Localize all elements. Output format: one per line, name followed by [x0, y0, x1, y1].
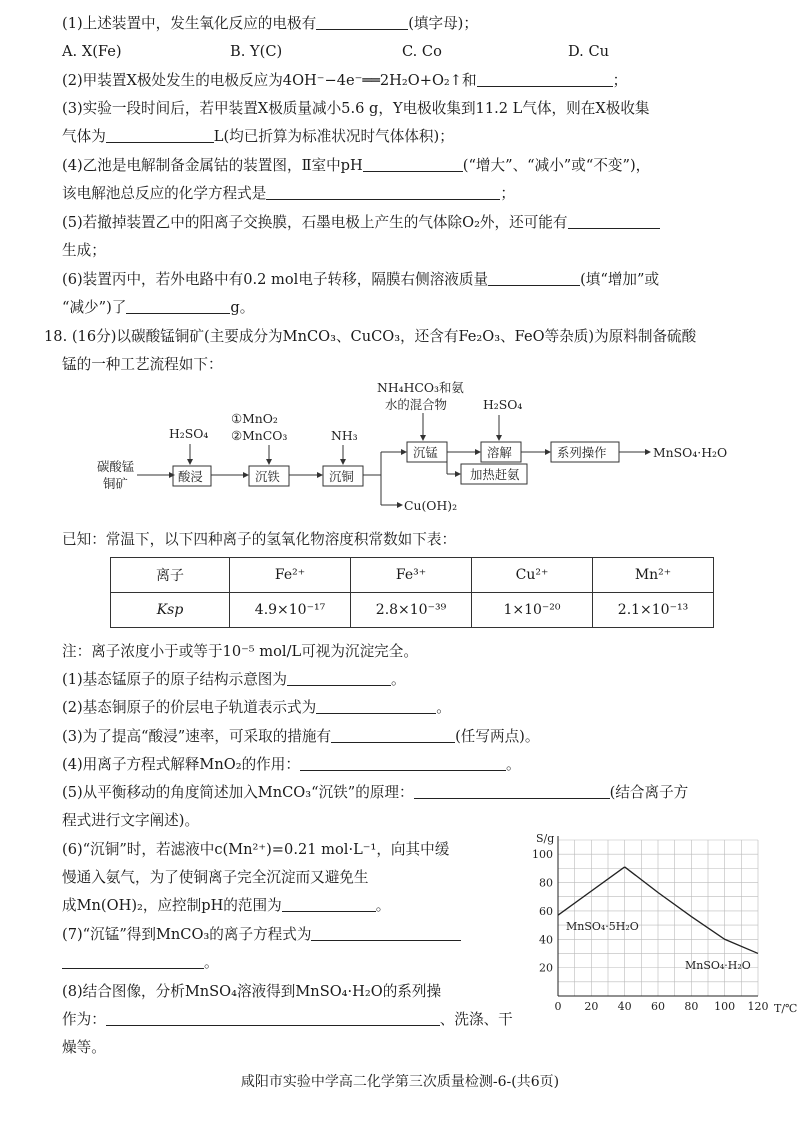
answer-blank[interactable]	[266, 184, 500, 200]
arrow-head	[397, 502, 403, 508]
y-tick-label: 40	[539, 933, 553, 947]
q18-intro-line1: 18. (16分)以碳酸锰铜矿(主要成分为MnCO₃、CuCO₃，还含有Fe₂O₃、FeO等杂质)为原料制备硫酸	[44, 328, 697, 345]
table-cell: 离子	[111, 558, 230, 593]
answer-blank[interactable]	[331, 727, 455, 743]
byproduct-label: Cu(OH)₂	[404, 498, 458, 513]
answer-blank[interactable]	[568, 213, 660, 229]
answer-blank[interactable]	[311, 925, 461, 941]
series-label-pentahydrate: MnSO₄·5H₂O	[566, 920, 639, 933]
reagent-label: ②MnCO₃	[231, 428, 288, 443]
arrow-head	[243, 472, 249, 478]
table-cell: 2.1×10⁻¹³	[593, 593, 714, 628]
y-tick-label: 80	[539, 876, 553, 890]
option-a: A. X(Fe)	[62, 43, 122, 60]
q17-part2: (2)甲装置X极处发生的电极反应为4OH⁻−4e⁻══2H₂O+O₂↑和 ；	[62, 72, 628, 89]
product-label: MnSO₄·H₂O	[653, 445, 728, 460]
reagent-label: H₂SO₄	[169, 426, 209, 441]
answer-blank[interactable]	[414, 783, 610, 799]
table-row	[111, 593, 714, 628]
y-axis-label: S/g	[536, 832, 555, 845]
raw-material-label: 碳酸锰	[97, 459, 135, 474]
arrow-head	[317, 472, 323, 478]
arrow-head	[420, 435, 426, 441]
reagent-label: H₂SO₄	[483, 397, 523, 412]
answer-blank[interactable]	[287, 670, 391, 686]
q17-part4-line1: (4)乙池是电解制备金属钴的装置图，Ⅱ室中pH (“增大”、“减小”或“不变”)，	[62, 157, 651, 174]
x-tick-label: 60	[651, 1000, 665, 1013]
reagent-label: ①MnO₂	[231, 411, 278, 426]
q18-sub5-line2: 程式进行文字阐述)。	[62, 812, 200, 829]
chart-grid	[558, 840, 758, 996]
q17-part5-line2: 生成；	[62, 242, 106, 259]
q17-part4-line2: 该电解池总反应的化学方程式是 ；	[62, 185, 515, 202]
table-cell: 1×10⁻²⁰	[472, 593, 593, 628]
answer-blank[interactable]	[316, 14, 408, 30]
q18-sub8-line1: (8)结合图像，分析MnSO₄溶液得到MnSO₄·H₂O的系列操	[62, 983, 442, 1000]
page-footer: 咸阳市实验中学高二化学第三次质量检测-6-(共6页)	[240, 1074, 560, 1090]
y-tick-label: 100	[532, 848, 553, 862]
table-cell: Ksp	[111, 593, 230, 628]
step-label: 酸浸	[178, 469, 203, 484]
q18-intro-line2: 锰的一种工艺流程如下：	[62, 356, 223, 373]
q17-part3-line1: (3)实验一段时间后，若甲装置X极质量减小5.6 g，Y电极收集到11.2 L气体，则在X极收集	[62, 100, 650, 117]
q18-sub8-line3: 燥等。	[62, 1039, 106, 1056]
note-line: 注：离子浓度小于或等于10⁻⁵ mol/L可视为沉淀完全。	[62, 643, 418, 660]
arrow-head	[496, 435, 502, 441]
q18-sub2: (2)基态铜原子的价层电子轨道表示式为 。	[62, 699, 451, 716]
arrow-head	[645, 449, 651, 455]
step-label: 沉铁	[255, 469, 280, 484]
arrow-head	[401, 449, 407, 455]
answer-blank[interactable]	[106, 1010, 440, 1026]
known-statement: 已知：常温下，以下四种离子的氢氧化物溶度积常数如下表：	[62, 531, 457, 548]
x-tick-label: 40	[617, 1000, 632, 1013]
x-axis-label: T/℃	[774, 1002, 798, 1015]
arrow-head	[169, 472, 175, 478]
table-cell: Cu²⁺	[472, 558, 593, 593]
answer-blank[interactable]	[62, 953, 204, 969]
arrow-head	[187, 459, 193, 465]
table-cell: 4.9×10⁻¹⁷	[230, 593, 351, 628]
table-cell: Fe²⁺	[230, 558, 351, 593]
table-cell: Mn²⁺	[593, 558, 714, 593]
option-b: B. Y(C)	[230, 43, 283, 60]
arrow-head	[455, 471, 461, 477]
x-tick-label: 120	[747, 1000, 769, 1013]
q17-part6-line1: (6)装置丙中，若外电路中有0.2 mol电子转移，隔膜右侧溶液质量 (填“增加”或	[62, 271, 660, 288]
answer-blank[interactable]	[488, 270, 580, 286]
ksp-table	[110, 557, 714, 628]
y-tick-label: 60	[539, 904, 553, 918]
arrow-head	[475, 449, 481, 455]
q18-sub8-line2: 作为： 、洗涤、干	[62, 1011, 513, 1028]
reagent-label: NH₃	[331, 428, 358, 443]
q18-sub6-line3: 成Mn(OH)₂，应控制pH的范围为 。	[62, 897, 391, 914]
x-tick-label: 20	[584, 1000, 599, 1013]
reagent-label: 水的混合物	[385, 397, 447, 412]
x-tick-label: 80	[684, 1000, 699, 1013]
series-label-monohydrate: MnSO₄·H₂O	[685, 959, 751, 972]
q18-sub4: (4)用离子方程式解释MnO₂的作用： 。	[62, 756, 521, 773]
process-flow-diagram	[85, 378, 765, 518]
q18-sub1: (1)基态锰原子的原子结构示意图为 。	[62, 671, 406, 688]
table-row	[111, 558, 714, 593]
answer-blank[interactable]	[477, 71, 613, 87]
q18-sub3: (3)为了提高“酸浸”速率，可采取的措施有 (任写两点)。	[62, 728, 540, 745]
answer-blank[interactable]	[126, 298, 230, 314]
answer-blank[interactable]	[282, 896, 376, 912]
q17-part5-line1: (5)若撤掉装置乙中的阳离子交换膜，石墨电极上产生的气体除O₂外，还可能有	[62, 213, 660, 233]
solubility-chart	[528, 828, 798, 1023]
q18-sub7-line2: 。	[62, 953, 219, 973]
arrow-head	[266, 459, 272, 465]
q17-part1: (1)上述装置中，发生氧化反应的电极有 (填字母)；	[62, 15, 478, 32]
q18-sub6-line1: (6)“沉铜”时，若滤液中c(Mn²⁺)=0.21 mol·L⁻¹，向其中缓	[62, 841, 450, 858]
answer-blank[interactable]	[363, 156, 463, 172]
option-c: C. Co	[402, 43, 442, 60]
q17-part6-line2: “减少”)了 g。	[62, 299, 255, 316]
answer-blank[interactable]	[300, 755, 506, 771]
step-label: 溶解	[487, 445, 512, 460]
q18-sub7-line1: (7)“沉锰”得到MnCO₃的离子方程式为	[62, 925, 461, 945]
q18-sub5-line1: (5)从平衡移动的角度简述加入MnCO₃“沉铁”的原理： (结合离子方	[62, 784, 689, 801]
option-d: D. Cu	[568, 43, 610, 60]
q18-sub6-line2: 慢通入氨气，为了使铜离子完全沉淀而又避免生	[62, 869, 369, 886]
answer-blank[interactable]	[106, 127, 214, 143]
table-cell: Fe³⁺	[351, 558, 472, 593]
q17-part3-line2: 气体为 L(均已折算为标准状况时气体体积)；	[62, 128, 454, 145]
arrow-head	[340, 459, 346, 465]
raw-material-label: 铜矿	[103, 476, 128, 491]
arrow-head	[545, 449, 551, 455]
step-label: 沉铜	[329, 469, 354, 484]
x-tick-label: 100	[714, 1000, 736, 1013]
step-label: 沉锰	[413, 445, 438, 460]
answer-blank[interactable]	[316, 698, 436, 714]
step-label: 加热赶氨	[470, 467, 520, 482]
x-tick-label: 0	[554, 1000, 562, 1013]
table-cell: 2.8×10⁻³⁹	[351, 593, 472, 628]
step-label: 系列操作	[557, 445, 607, 460]
reagent-label: NH₄HCO₃和氨	[377, 380, 464, 395]
y-tick-label: 20	[539, 961, 553, 975]
